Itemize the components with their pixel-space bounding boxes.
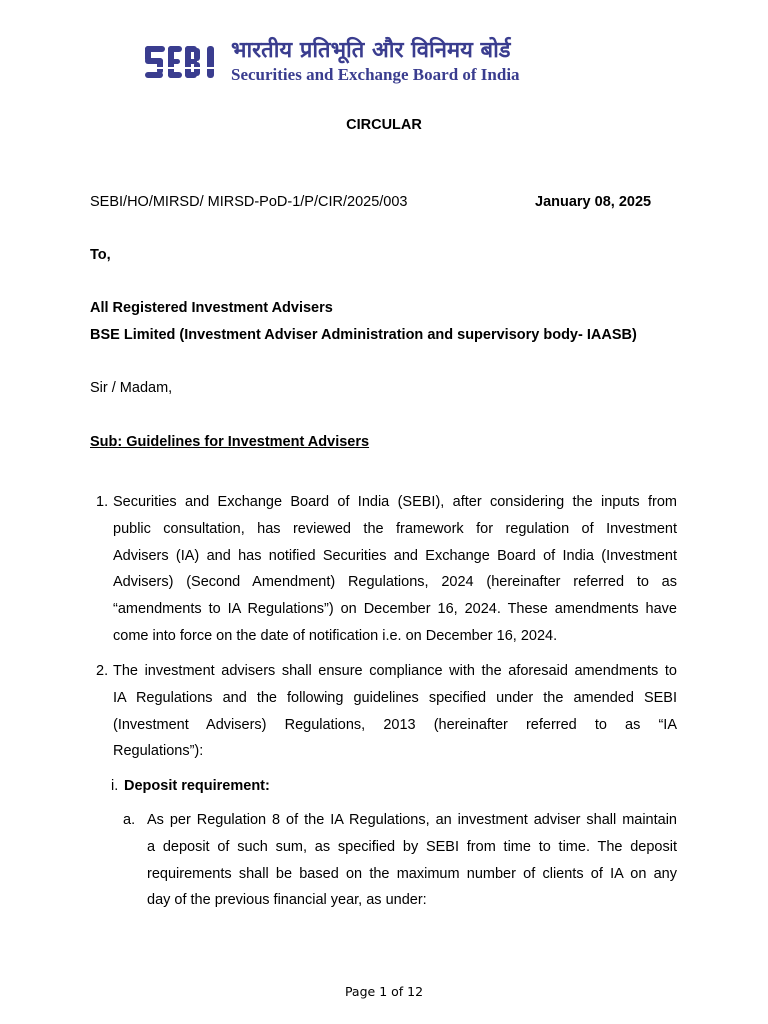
paragraph-line: public consultation, has reviewed the framework for regulation of Investment: [113, 520, 677, 537]
sebi-logo-graphic: [145, 44, 218, 80]
paragraph-line: The investment advisers shall ensure compliance with the aforesaid amendments to: [113, 663, 677, 679]
paragraph-number: 1.: [96, 494, 109, 510]
paragraph-line: Securities and Exchange Board of India (SEBI), after considering the inputs from: [113, 494, 677, 510]
addressee-line: All Registered Investment Advisers: [90, 300, 333, 316]
paragraph-line: IA Regulations and the following guidelines specified under the amended SEBI: [113, 689, 677, 706]
to-label: To,: [90, 247, 111, 263]
paragraph-line: requirements shall be based on the maximum number of clients of IA on any: [147, 865, 677, 882]
addressee-line: BSE Limited (Investment Adviser Administration and supervisory body- IAASB): [90, 327, 637, 343]
doc-type-title: CIRCULAR: [346, 117, 422, 133]
page-number-footer: Page 1 of 12: [344, 984, 424, 999]
paragraph-line: Advisers (IA) and has notified Securities and Exchange Board of India (Investment: [113, 547, 677, 564]
paragraph-line: Regulations”):: [113, 743, 204, 760]
paragraph-line: Advisers) (Second Amendment) Regulations, 2024 (hereinafter referred to as: [113, 574, 677, 591]
paragraph-line: “amendments to IA Regulations”) on December 16, 2024. These amendments have: [113, 601, 677, 618]
circular-date: January 08, 2025: [535, 194, 652, 210]
org-name-english: Securities and Exchange Board of India: [231, 65, 520, 84]
sebi-logo: [145, 44, 218, 80]
subsection-number: i.: [111, 778, 119, 794]
circular-reference: SEBI/HO/MIRSD/ MIRSD-PoD-1/P/CIR/2025/003: [90, 194, 408, 210]
paragraph-line: come into force on the date of notification i.e. on December 16, 2024.: [113, 627, 558, 644]
paragraph-2: [113, 658, 677, 765]
paragraph-line: day of the previous financial year, as under:: [147, 892, 427, 909]
subsection-heading: Deposit requirement:: [124, 778, 270, 794]
subject-line: Sub: Guidelines for Investment Advisers: [90, 434, 370, 450]
paragraph-number: 2.: [96, 663, 109, 679]
subitem-a: [147, 807, 677, 914]
org-name-hindi: भारतीय प्रतिभूति और विनिमय बोर्ड: [231, 38, 511, 63]
paragraph-line: (Investment Advisers) Regulations, 2013 (hereinafter referred to as “IA: [113, 716, 677, 733]
salutation: Sir / Madam,: [90, 380, 173, 396]
paragraph-1: [113, 489, 677, 650]
paragraph-line: As per Regulation 8 of the IA Regulations, an investment adviser shall maintain: [147, 812, 677, 828]
subitem-letter: a.: [123, 812, 136, 828]
paragraph-line: a deposit of such sum, as specified by SEBI from time to time. The deposit: [147, 838, 677, 855]
